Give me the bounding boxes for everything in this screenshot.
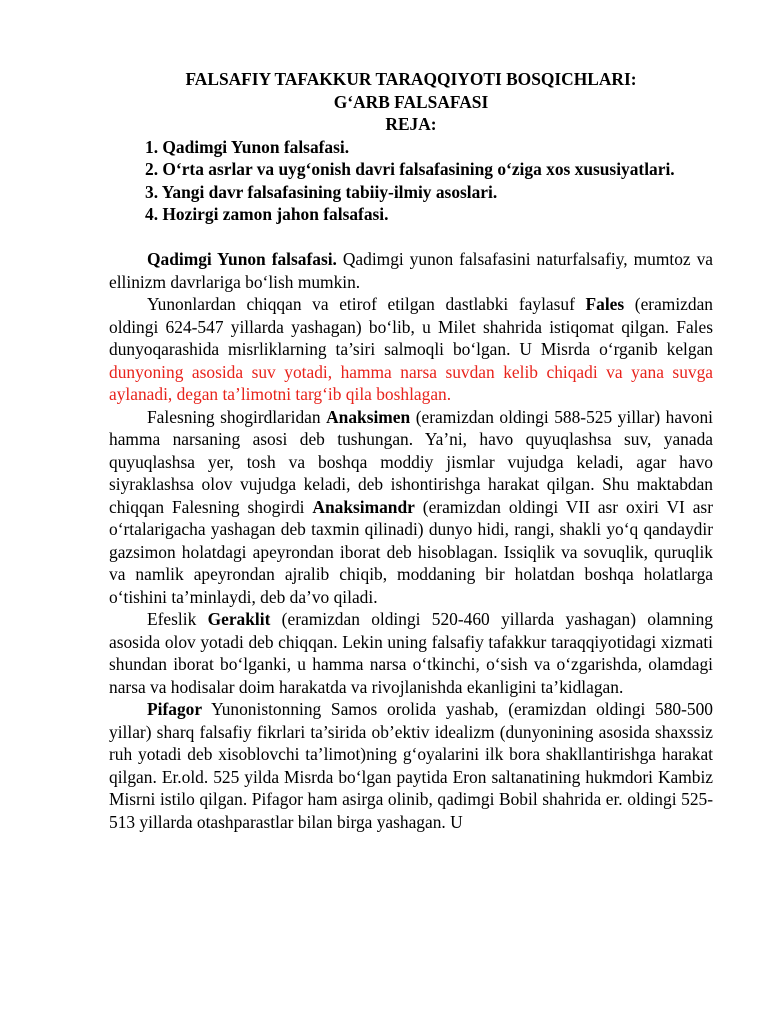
plan-item-2: 2. O‘rta asrlar va uyg‘onish davri falsafasining o‘ziga xos xususiyatlari. [145, 159, 675, 179]
section-heading: Qadimgi Yunon falsafasi. [147, 249, 337, 269]
document-title-line1: FALSAFIY TAFAKKUR TARAQQIYOTI BOSQICHLARI: [185, 69, 637, 89]
paragraph-text: Yunonlardan chiqqan va etirof etilgan dastlabki faylasuf [147, 294, 586, 314]
name-geraklit: Geraklit [207, 609, 271, 629]
paragraph-fales [109, 293, 713, 406]
document-title-line2: G‘ARB FALSAFASI [333, 91, 489, 112]
paragraph-pifagor [109, 698, 713, 833]
plan-item-4: 4. Hozirgi zamon jahon falsafasi. [145, 204, 389, 224]
plan-item-3: 3. Yangi davr falsafasining tabiiy-ilmiy asoslari. [145, 181, 498, 202]
paragraph-text: (eramizdan oldingi 520-460 yillarda yashagan) olamning asosida olov yotadi deb chiqqan. Lekin uning falsafiy tafakkur taraqqiyotidagi xizmati shundan iborat bo‘lganki, u hamma narsa o‘tkinchi, o‘sish va o‘zgarishda, olamdagi narsa va hodisalar doim harakatda va rivojlanishda ekanligini ta’kidlagan. [109, 609, 713, 697]
plan-list [109, 136, 713, 226]
name-anaksimen: Anaksimen [326, 406, 411, 427]
paragraph-geraklit [109, 608, 713, 698]
paragraph-text: Efeslik [147, 609, 208, 629]
paragraph-text: (eramizdan oldingi VII asr oxiri VI asr o‘rtalarigacha yashagan deb taxmin qilinadi) dunyo hidi, rangi, shakli yo‘q qandaydir gazsimon holatdagi apeyrondan iborat deb hisoblagan. Issiqlik va sovuqlik, quruqlik va namlik apeyrondan ajralib chiqib, moddaning bir holatdan boshqa holatlarga o‘tishini ta’minlaydi, deb da’vo qiladi. [109, 496, 713, 607]
section-spacer [109, 226, 713, 249]
paragraph-text: Qadimgi yunon falsafasini naturfalsafiy, mumtoz va ellinizm davrlariga bo‘lish mumkin. [109, 249, 713, 292]
paragraph-ancient-greek [109, 248, 713, 293]
name-fales: Fales [585, 294, 625, 314]
highlighted-teaching: dunyoning asosida suv yotadi, hamma narsa suvdan kelib chiqadi va yana suvga aylanadi, degan ta’limotni targ‘ib qila boshlagan. [109, 361, 713, 404]
plan-item-1: 1. Qadimgi Yunon falsafasi. [145, 136, 350, 157]
paragraph-text: Falesning shogirdlaridan [147, 406, 327, 427]
name-pifagor: Pifagor [147, 699, 203, 719]
name-anaksimandr: Anaksimandr [312, 496, 415, 517]
paragraph-text: (eramizdan oldingi 588-525 yillar) havoni hamma narsaning asosi deb tushungan. Ya’ni, havo quyuqlashsa suv, yanada quyuqlashsa yer, tosh va boshqa moddiy jismlar vujudga keladi, agar havo siyraklashsa olov vujudga keladi, deb ishontirishga harakat qilgan. Shu maktabdan chiqqan Falesning shogirdi [109, 406, 713, 517]
paragraph-text: Yunonistonning Samos orolida yashab, (eramizdan oldingi 580-500 yillar) sharq falsafiy fikrlari ta’sirida ob’ektiv idealizm (dunyonining asosida shaxssiz ruh yotadi deb xisoblovchi ta’limot)ning g‘oyalarini ilk bora shakllantirishga harakat qilgan. Er.old. 525 yilda Misrda bo‘lgan paytida Eron saltanatining hukmdori Kambiz Misrni istilo qilgan. Pifagor ham asirga olinib, qadimgi Bobil shahrida er. oldingi 525-513 yillarda otashparastlar bilan birga yashagan. U [109, 699, 713, 832]
paragraph-anaksimen [109, 406, 713, 609]
paragraph-text: (eramizdan oldingi 624-547 yillarda yashagan) bo‘lib, u Milet shahrida istiqomat qilgan. Fales dunyoqarashida misrliklarning ta’siri salmoqli bo‘lgan. U Misrda o‘rganib kelgan [109, 294, 713, 359]
plan-heading: REJA: [385, 114, 437, 134]
